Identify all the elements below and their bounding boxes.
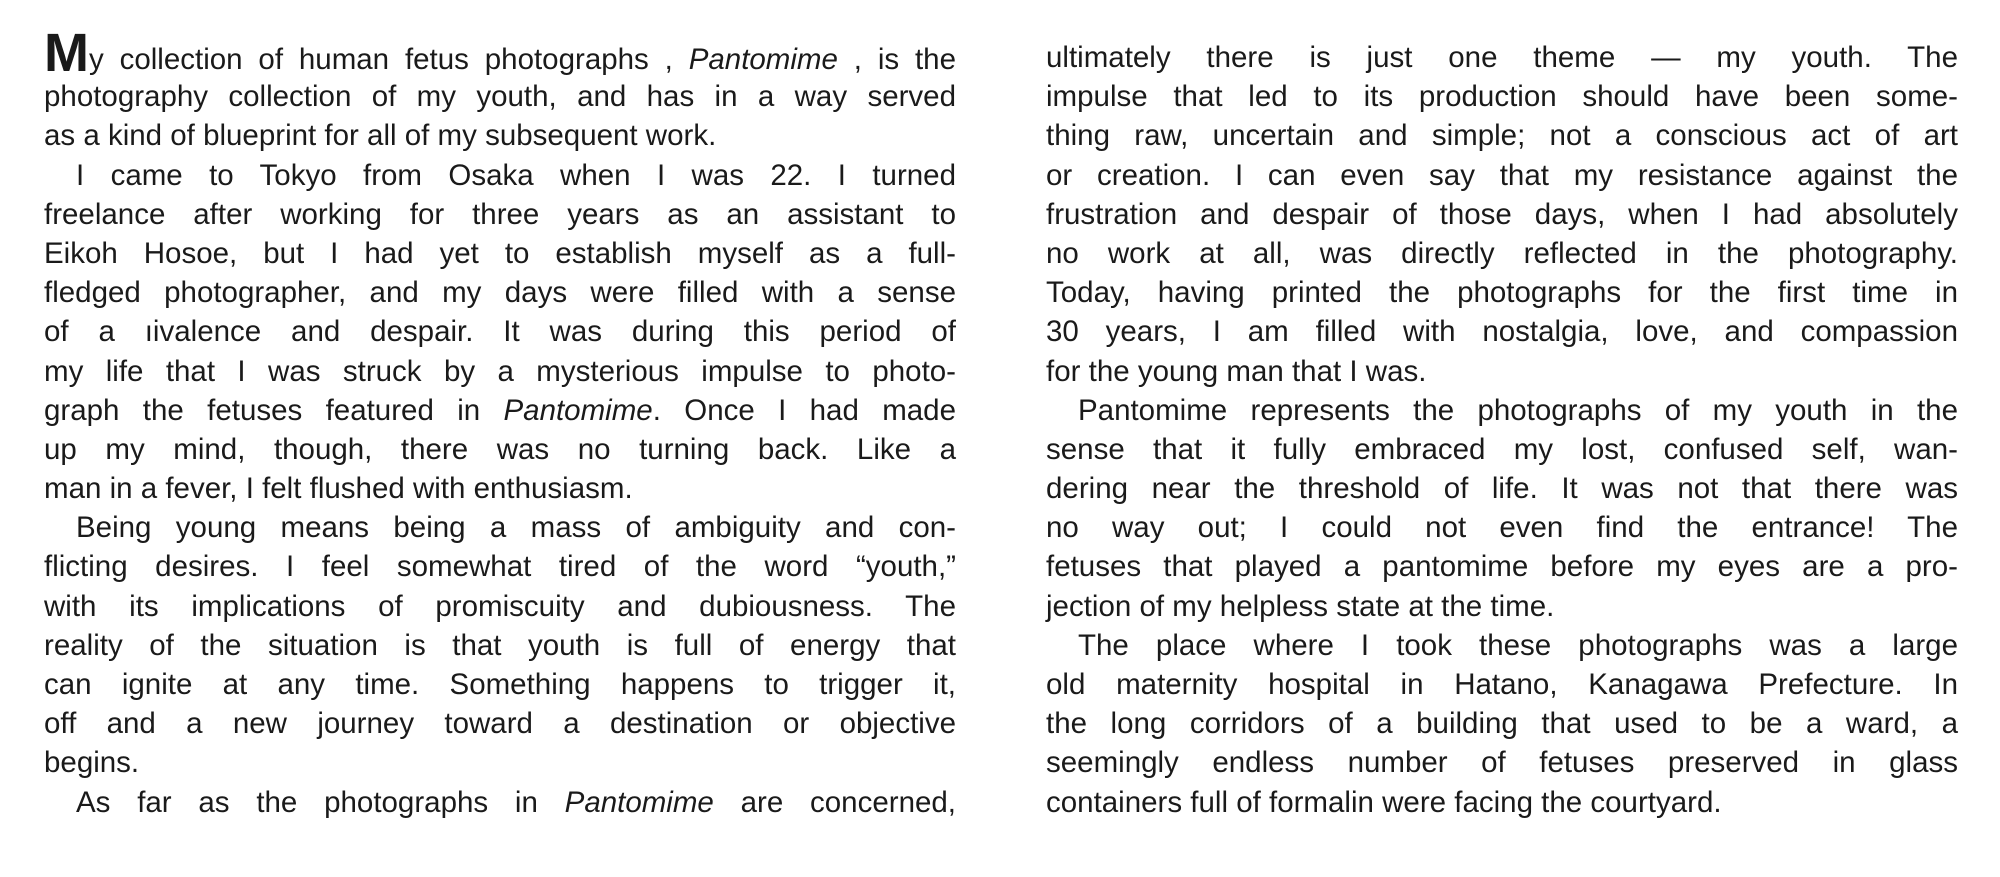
left-text-column bbox=[44, 23, 956, 822]
text-line bbox=[1046, 626, 1958, 665]
text-segment: y collection of human fetus photographs , bbox=[88, 43, 689, 76]
text-line bbox=[1046, 743, 1958, 782]
text-segment: my life that I was struck by a mysterious impulse to photo- bbox=[44, 354, 956, 388]
text-line bbox=[1046, 273, 1958, 312]
text-segment: begins. bbox=[44, 746, 140, 780]
text-segment: jection of my helpless state at the time. bbox=[1046, 589, 1555, 623]
text-line bbox=[44, 156, 956, 195]
text-line bbox=[1046, 156, 1958, 195]
text-line bbox=[44, 469, 956, 508]
text-segment: dering near the threshold of life. It was not that there was bbox=[1046, 472, 1958, 506]
text-line bbox=[1046, 704, 1958, 743]
text-line bbox=[44, 626, 956, 665]
text-segment: seemingly endless number of fetuses preserved in glass bbox=[1046, 746, 1958, 780]
text-segment: thing raw, uncertain and simple; not a conscious act of art bbox=[1046, 119, 1958, 153]
text-line bbox=[44, 234, 956, 273]
text-segment: no work at all, was directly reflected in the photography. bbox=[1046, 236, 1958, 270]
text-line bbox=[44, 116, 956, 155]
text-segment: reality of the situation is that youth is full of energy that bbox=[44, 628, 956, 662]
text-segment: Being young means being a mass of ambiguity and con- bbox=[76, 511, 956, 545]
text-segment: old maternity hospital in Hatano, Kanagawa Prefecture. In bbox=[1046, 668, 1958, 701]
text-segment: graph the fetuses featured in bbox=[44, 393, 504, 427]
text-line bbox=[44, 195, 956, 234]
drop-cap: M bbox=[44, 23, 89, 83]
text-segment: frustration and despair of those days, when I had absolutely bbox=[1046, 197, 1958, 231]
text-segment: The place where I took these photographs was a large bbox=[1078, 628, 1958, 662]
text-segment: As far as the photographs in bbox=[76, 785, 565, 819]
text-segment: impulse that led to its production should have been some- bbox=[1046, 80, 1958, 114]
text-line bbox=[1046, 665, 1958, 704]
text-line bbox=[1046, 469, 1958, 508]
text-line bbox=[44, 391, 956, 430]
text-line bbox=[1046, 116, 1958, 155]
text-segment: Eikoh Hosoe, but I had yet to establish myself as a full- bbox=[44, 236, 956, 270]
text-line bbox=[44, 312, 956, 351]
text-segment: Today, having printed the photographs for the first time in bbox=[1046, 276, 1958, 310]
text-line bbox=[44, 430, 956, 469]
text-segment: . Once I had made bbox=[652, 393, 956, 427]
text-line bbox=[44, 743, 956, 782]
text-segment: photography collection of my youth, and has in a way served bbox=[44, 80, 956, 114]
text-segment: are concerned, bbox=[713, 785, 956, 819]
text-line bbox=[1046, 430, 1958, 469]
text-segment: fetuses that played a pantomime before my eyes are a pro- bbox=[1046, 550, 1958, 584]
text-line bbox=[1046, 312, 1958, 351]
text-line bbox=[44, 508, 956, 547]
italic-title: Pantomime bbox=[503, 393, 653, 427]
italic-title: Pantomime bbox=[688, 43, 838, 76]
text-segment: no way out; I could not even find the entrance! The bbox=[1046, 511, 1958, 545]
text-segment: Pantomime represents the photographs of my youth in the bbox=[1078, 393, 1958, 427]
text-line bbox=[44, 23, 956, 83]
text-segment: sense that it fully embraced my lost, confused self, wan- bbox=[1046, 432, 1958, 466]
text-line bbox=[44, 704, 956, 743]
text-line bbox=[44, 665, 956, 704]
italic-title: Pantomime bbox=[564, 785, 714, 819]
text-segment: of a​ ıivalence and despair. It was during this period of bbox=[44, 315, 956, 349]
text-segment: with its implications of promiscuity and dubiousness. The bbox=[44, 589, 956, 623]
text-segment: as a kind of blueprint for all of my subsequent work. bbox=[44, 119, 717, 153]
text-segment: fledged photographer, and my days were filled with a sense bbox=[44, 276, 956, 310]
text-segment: or creation. I can even say that my resistance against the bbox=[1046, 158, 1958, 192]
text-segment: containers full of formalin were facing the courtyard. bbox=[1046, 785, 1722, 819]
text-line bbox=[1046, 547, 1958, 586]
text-line bbox=[1046, 234, 1958, 273]
text-segment: I came to Tokyo from Osaka when I was 22. I turned bbox=[76, 158, 956, 192]
text-line bbox=[1046, 195, 1958, 234]
text-line bbox=[1046, 38, 1958, 77]
text-line bbox=[44, 587, 956, 626]
text-segment: , is the bbox=[837, 43, 956, 76]
text-line bbox=[1046, 508, 1958, 547]
text-line bbox=[1046, 783, 1958, 822]
text-segment: can ignite at any time. Something happens to trigger it, bbox=[44, 668, 956, 701]
text-line bbox=[1046, 391, 1958, 430]
text-segment: off and a new journey toward a destination or objective bbox=[44, 707, 956, 741]
text-line bbox=[44, 273, 956, 312]
text-line bbox=[44, 77, 956, 116]
text-segment: flicting desires. I feel somewhat tired of the word “youth,” bbox=[44, 550, 956, 584]
right-text-column bbox=[1046, 38, 1958, 822]
text-line bbox=[44, 352, 956, 391]
text-segment: ultimately there is just one theme — my youth. The bbox=[1046, 41, 1958, 74]
text-line bbox=[44, 547, 956, 586]
text-segment: man in a fever, I felt flushed with enthusiasm. bbox=[44, 472, 633, 506]
text-segment: freelance after working for three years as an assistant to bbox=[44, 197, 956, 231]
text-line bbox=[1046, 352, 1958, 391]
text-line bbox=[1046, 77, 1958, 116]
text-segment: 30 years, I am filled with nostalgia, love, and compassion bbox=[1046, 315, 1958, 349]
text-segment: for the young man that I was. bbox=[1046, 354, 1427, 388]
text-segment: the long corridors of a building that used to be a ward, a bbox=[1046, 707, 1958, 741]
text-line bbox=[44, 783, 956, 822]
text-line bbox=[1046, 587, 1958, 626]
text-segment: up my mind, though, there was no turning back. Like a bbox=[44, 432, 956, 466]
